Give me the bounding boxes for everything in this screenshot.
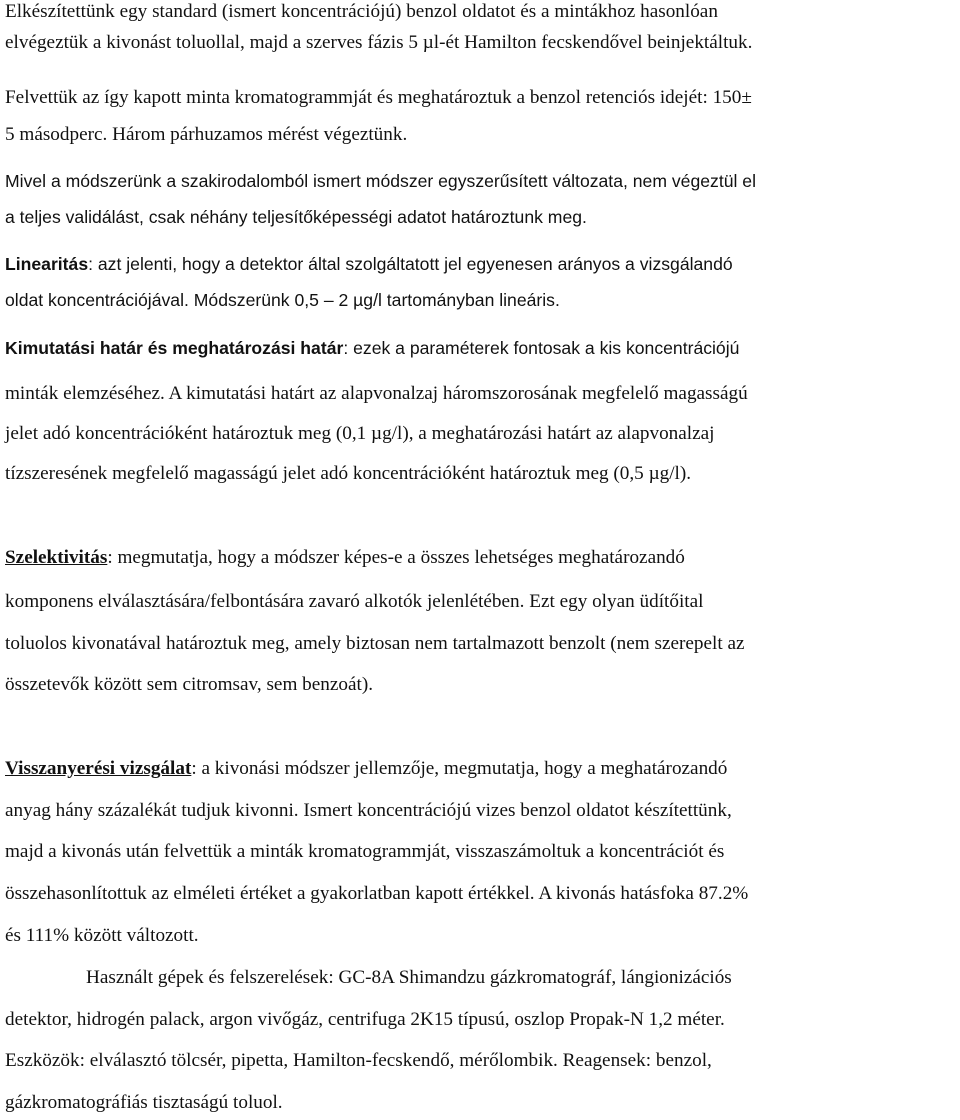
text-line: Eszközök: elválasztó tölcsér, pipetta, Hamilton-fecskendő, mérőlombik. Reagensek: benzol,: [5, 1050, 712, 1071]
term-recovery: Visszanyerési vizsgálat: [5, 758, 192, 779]
text-line: Mivel a módszerünk a szakirodalomból ismert módszer egyszerűsített változata, nem végeztül el: [5, 171, 756, 191]
text-run: : megmutatja, hogy a módszer képes-e a összes lehetséges meghatározandó: [107, 547, 685, 568]
term-detection-limit: Kimutatási határ: [5, 338, 143, 358]
text-line: Elkészítettünk egy standard (ismert koncentrációjú) benzol oldatot és a mintákhoz hasonlóan: [5, 1, 718, 22]
text-line: toluolos kivonatával határoztuk meg, amely biztosan nem tartalmazott benzolt (nem szerepelt az: [5, 633, 745, 654]
term-linearity: Linearitás: [5, 254, 89, 274]
text-line: Felvettük az így kapott minta kromatogrammját és meghatároztuk a benzol retenciós idejét: 150±: [5, 87, 752, 108]
text-line: komponens elválasztására/felbontására zavaró alkotók jelenlétében. Ezt egy olyan üdítőital: [5, 591, 704, 612]
text-line: detektor, hidrogén palack, argon vivőgáz, centrifuga 2K15 típusú, oszlop Propak-N 1,2 méter.: [5, 1009, 725, 1030]
text-line: oldat koncentrációjával. Módszerünk 0,5 – 2 µg/l tartományban lineáris.: [5, 290, 560, 310]
text-line: gázkromatográfiás tisztaságú toluol.: [5, 1092, 283, 1113]
text-line-indented: Használt gépek és felszerelések: GC-8A Shimandzu gázkromatográf, lángionizációs: [86, 967, 732, 988]
term-quantitation-limit: meghatározási határ: [172, 338, 344, 358]
text-line: és 111% között változott.: [5, 925, 199, 946]
text-run: : a kivonási módszer jellemzője, megmutatja, hogy a meghatározandó: [191, 758, 728, 779]
text-run: : ezek a paraméterek fontosak a kis koncentrációjú: [343, 338, 740, 358]
text-line: összehasonlítottuk az elméleti értéket a gyakorlatban kapott értékkel. A kivonás hatásfoka 87.2%: [5, 883, 749, 904]
text-line: elvégeztük a kivonást toluollal, majd a szerves fázis 5 µl-ét Hamilton fecskendővel beinjektáltuk.: [5, 32, 753, 53]
text-line: anyag hány százalékát tudjuk kivonni. Ismert koncentrációjú vizes benzol oldatot készítettünk,: [5, 800, 732, 821]
text-run: : azt jelenti, hogy a detektor által szolgáltatott jel egyenesen arányos a vizsgálandó: [88, 254, 733, 274]
detection-line-1: [5, 336, 739, 360]
text-line: a teljes validálást, csak néhány teljesítőképességi adatot határoztunk meg.: [5, 207, 587, 227]
text-line: jelet adó koncentrációként határoztuk meg (0,1 µg/l), a meghatározási határt az alapvonalzaj: [5, 423, 715, 444]
recovery-line-1: [5, 757, 727, 781]
linearity-line-1: [5, 252, 733, 276]
term-conjunction: és: [142, 338, 173, 358]
text-line: tízszeresének megfelelő magasságú jelet adó koncentrációként határoztuk meg (0,5 µg/l).: [5, 463, 692, 484]
term-selectivity: Szelektivitás: [5, 547, 108, 568]
text-line: 5 másodperc. Három párhuzamos mérést végeztünk.: [5, 124, 408, 145]
text-line: majd a kivonás után felvettük a minták kromatogrammját, visszaszámoltuk a koncentrációt és: [5, 841, 725, 862]
text-line: összetevők között sem citromsav, sem benzoát).: [5, 674, 374, 695]
text-line: minták elemzéséhez. A kimutatási határt az alapvonalzaj háromszorosának megfelelő magasságú: [5, 383, 748, 404]
selectivity-line-1: [5, 546, 685, 570]
